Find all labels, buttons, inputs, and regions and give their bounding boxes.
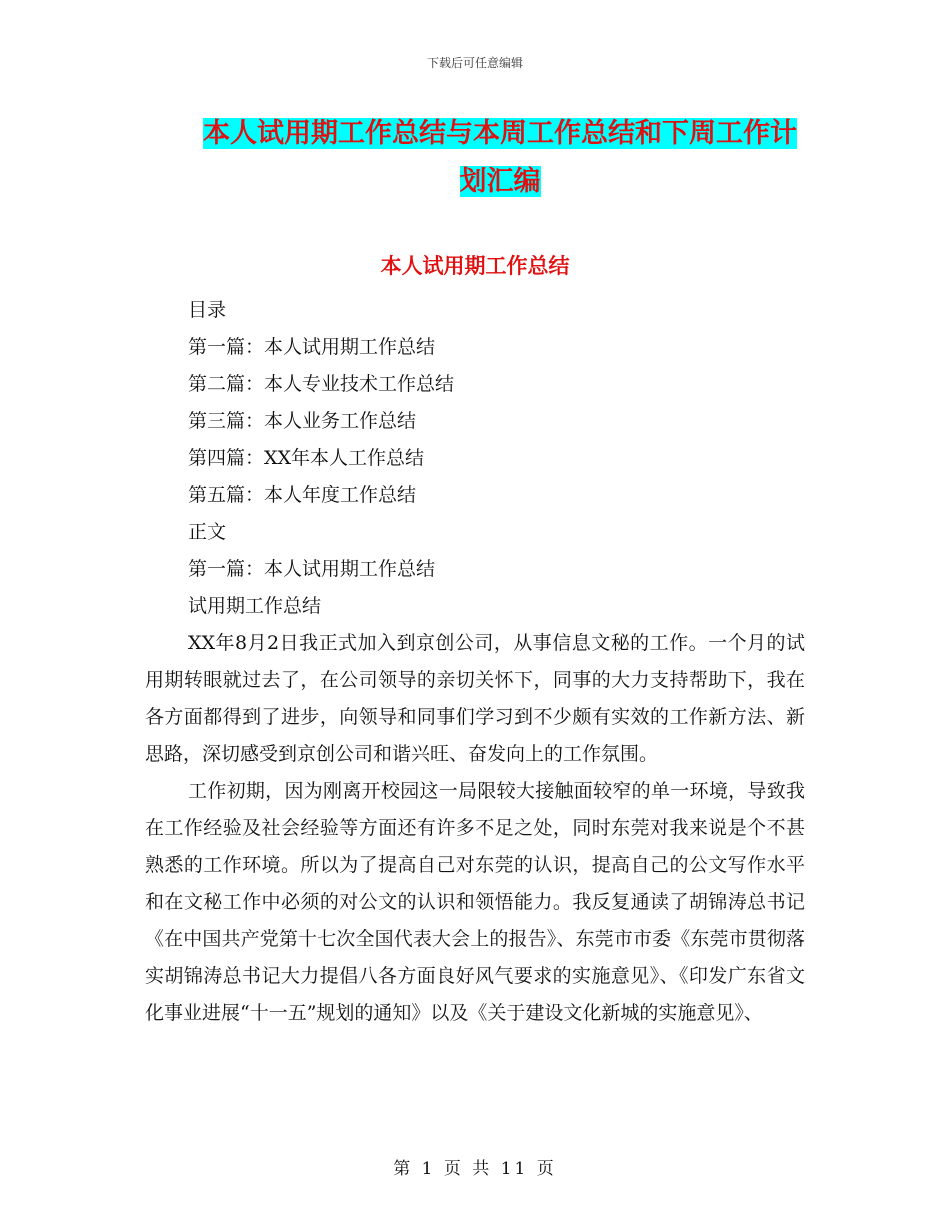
table-of-contents <box>188 292 828 625</box>
paragraph: 工作初期，因为刚离开校园这一局限较大接触面较窄的单一环境，导致我在工作经验及社会经验等方面还有许多不足之处，同时东莞对我来说是个不甚熟悉的工作环境。所以为了提高自己对东莞的认识，提高自己的公文写作水平和在文秘工作中必须的对公文的认识和领悟能力。我反复通读了胡锦涛总书记《在中国共产党第十七次全国代表大会上的报告》、东莞市市委《东莞市贯彻落实胡锦涛总书记大力提倡八各方面良好风气要求的实施意见》、《印发广东省文化事业进展“十一五”规划的通知》以及《关于建设文化新城的实施意见》、 <box>145 780 805 1024</box>
toc-line: 第四篇：XX年本人工作总结 <box>188 447 425 469</box>
paragraph: XX年8月2日我正式加入到京创公司，从事信息文秘的工作。一个月的试用期转眼就过去了，在公司领导的亲切关怀下，同事的大力支持帮助下，我在各方面都得到了进步，向领导和同事们学习到不少颇有实效的工作新方法、新思路，深切感受到京创公司和谐兴旺、奋发向上的工作氛围。 <box>145 632 805 765</box>
toc-line: 试用期工作总结 <box>188 595 322 617</box>
toc-line: 第二篇：本人专业技术工作总结 <box>188 373 455 395</box>
header-note: 下载后可任意编辑 <box>426 56 523 70</box>
toc-line: 目录 <box>188 299 227 321</box>
toc-line: 第五篇：本人年度工作总结 <box>188 484 417 506</box>
toc-line: 正文 <box>188 521 227 543</box>
page-footer: 第 1 页 共 11 页 <box>393 1159 557 1179</box>
section-title: 本人试用期工作总结 <box>380 254 570 278</box>
toc-line: 第三篇：本人业务工作总结 <box>188 410 417 432</box>
document-title-text: 本人试用期工作总结与本周工作总结和下周工作计划汇编 <box>203 118 797 197</box>
body-text <box>145 625 805 1032</box>
toc-line: 第一篇：本人试用期工作总结 <box>188 558 436 580</box>
toc-line: 第一篇：本人试用期工作总结 <box>188 336 436 358</box>
document-title <box>190 110 810 206</box>
